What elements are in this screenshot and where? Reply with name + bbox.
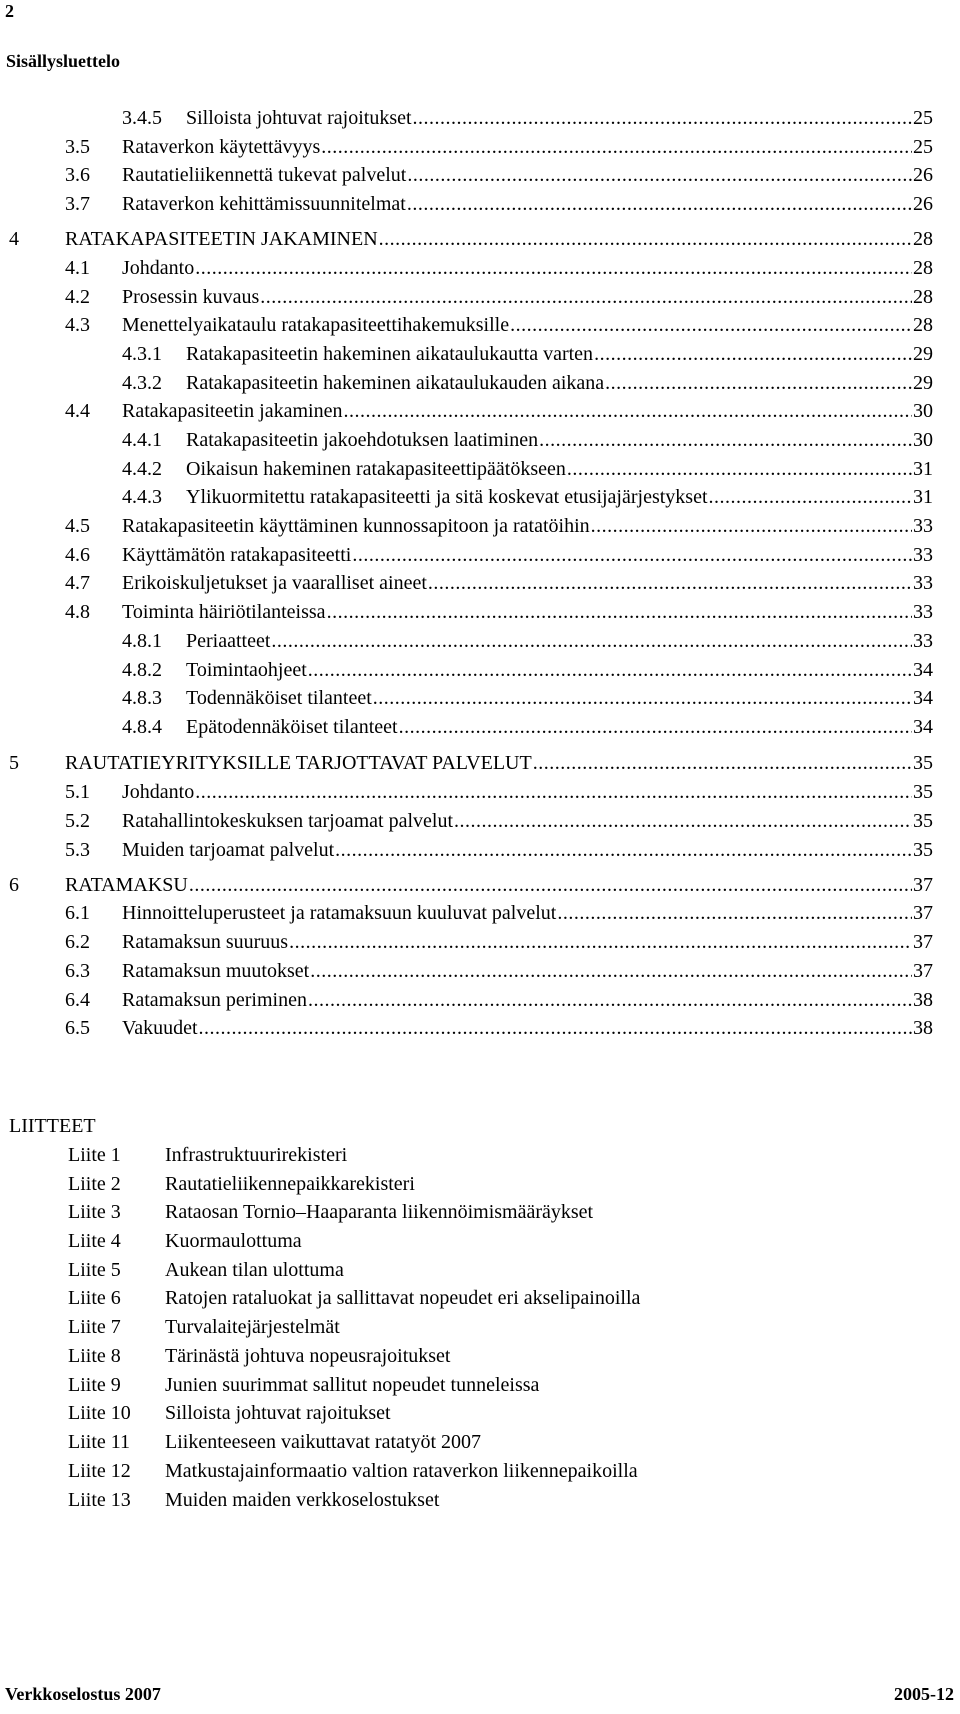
toc-label: Ratamaksun periminen [122, 989, 307, 1011]
toc-page-number: 28 [913, 286, 933, 308]
toc-entry[interactable] [0, 511, 960, 541]
toc-number: 5.1 [65, 781, 90, 803]
appendix-id: Liite 1 [68, 1144, 121, 1166]
toc-entry[interactable] [0, 253, 960, 283]
dot-leader [605, 368, 912, 398]
appendix-title: Rautatieliikennepaikkarekisteri [165, 1173, 415, 1195]
toc-number: 4.5 [65, 515, 90, 537]
toc-label: Rataverkon käytettävyys [122, 136, 321, 158]
appendix-id: Liite 2 [68, 1173, 121, 1195]
appendix-row[interactable] [0, 1197, 960, 1227]
appendix-row[interactable] [0, 1485, 960, 1515]
dot-leader [379, 224, 912, 254]
toc-label: Ratakapasiteetin hakeminen aikataulukauden aikana [186, 372, 605, 394]
toc-number: 6.1 [65, 902, 90, 924]
dot-leader [189, 870, 912, 900]
toc-label: Epätodennäköiset tilanteet [186, 716, 398, 738]
dot-leader [321, 132, 912, 162]
footer-document-title: Verkkoselostus 2007 [5, 1684, 161, 1704]
toc-page-number: 29 [913, 343, 933, 365]
toc-entry[interactable] [0, 540, 960, 570]
toc-number: 6.5 [65, 1017, 90, 1039]
dot-leader [428, 568, 912, 598]
toc-entry[interactable] [0, 835, 960, 865]
toc-label: Ratakapasiteetin jakaminen [122, 400, 343, 422]
toc-label: Ratakapasiteetin jakoehdotuksen laatiminen [186, 429, 539, 451]
toc-label: Rautatieliikennettä tukevat palvelut [122, 164, 407, 186]
appendix-row[interactable] [0, 1226, 960, 1256]
toc-entry[interactable] [0, 927, 960, 957]
toc-page-number: 28 [913, 314, 933, 336]
toc-number: 3.7 [65, 193, 90, 215]
toc-label: RATAKAPASITEETIN JAKAMINEN [65, 228, 378, 250]
appendix-id: Liite 7 [68, 1316, 121, 1338]
toc-label: Rataverkon kehittämissuunnitelmat [122, 193, 406, 215]
toc-page-number: 31 [913, 486, 933, 508]
toc-label: Ratamaksun suuruus [122, 931, 289, 953]
toc-number: 4.3 [65, 314, 90, 336]
toc-label: Toimintaohjeet [186, 659, 307, 681]
toc-number: 4.4.1 [122, 429, 162, 451]
toc-label: Ratakapasiteetin käyttäminen kunnossapitoon ja ratatöihin [122, 515, 590, 537]
toc-label: RATAMAKSU [65, 874, 188, 896]
toc-number: 3.4.5 [122, 107, 162, 129]
appendix-row[interactable] [0, 1255, 960, 1285]
dot-leader [352, 540, 912, 570]
toc-page-number: 38 [913, 1017, 933, 1039]
toc-label: RAUTATIEYRITYKSILLE TARJOTTAVAT PALVELUT [65, 752, 532, 774]
toc-page-number: 37 [913, 931, 933, 953]
toc-entry[interactable] [0, 282, 960, 312]
toc-entry[interactable] [0, 224, 960, 254]
dot-leader [533, 748, 912, 778]
appendix-row[interactable] [0, 1169, 960, 1199]
dot-leader [335, 835, 912, 865]
toc-page-number: 33 [913, 544, 933, 566]
appendix-title: Aukean tilan ulottuma [165, 1259, 344, 1281]
toc-page-number: 33 [913, 572, 933, 594]
dot-leader [308, 985, 912, 1015]
dot-leader [199, 1013, 912, 1043]
toc-number: 4.8 [65, 601, 90, 623]
toc-number: 5.3 [65, 839, 90, 861]
dot-leader [310, 956, 912, 986]
toc-number: 4.8.2 [122, 659, 162, 681]
dot-leader [289, 927, 912, 957]
toc-number: 4.3.2 [122, 372, 162, 394]
toc-page-number: 34 [913, 659, 933, 681]
appendix-row[interactable] [0, 1370, 960, 1400]
appendix-title: Infrastruktuurirekisteri [165, 1144, 348, 1166]
toc-page-number: 30 [913, 400, 933, 422]
footer-date: 2005-12 [894, 1684, 954, 1704]
toc-number: 4.2 [65, 286, 90, 308]
appendix-title: Turvalaitejärjestelmät [165, 1316, 340, 1338]
dot-leader [407, 160, 912, 190]
toc-entry[interactable] [0, 683, 960, 713]
toc-entry[interactable] [0, 310, 960, 340]
toc-number: 4.4.3 [122, 486, 162, 508]
toc-label: Johdanto [122, 781, 195, 803]
appendix-id: Liite 11 [68, 1431, 131, 1453]
toc-label: Periaatteet [186, 630, 271, 652]
toc-label: Käyttämätön ratakapasiteetti [122, 544, 352, 566]
toc-label: Muiden tarjoamat palvelut [122, 839, 335, 861]
dot-leader [591, 511, 912, 541]
toc-entry[interactable] [0, 626, 960, 656]
toc-page-number: 33 [913, 515, 933, 537]
toc-entry[interactable] [0, 985, 960, 1015]
toc-number: 4.8.4 [122, 716, 162, 738]
dot-leader [539, 425, 912, 455]
toc-number: 4.8.3 [122, 687, 162, 709]
dot-leader [271, 626, 912, 656]
toc-entry[interactable] [0, 870, 960, 900]
toc-label: Ratamaksun muutokset [122, 960, 310, 982]
dot-leader [454, 806, 912, 836]
toc-entry[interactable] [0, 368, 960, 398]
toc-entry[interactable] [0, 103, 960, 133]
toc-number: 4.6 [65, 544, 90, 566]
toc-number: 5.2 [65, 810, 90, 832]
toc-entry[interactable] [0, 806, 960, 836]
dot-leader [195, 253, 912, 283]
toc-label: Ylikuormitettu ratakapasiteetti ja sitä koskevat etusijajärjestykset [186, 486, 708, 508]
dot-leader [195, 777, 912, 807]
toc-label: Hinnoitteluperusteet ja ratamaksuun kuuluvat palvelut [122, 902, 557, 924]
toc-page-number: 38 [913, 989, 933, 1011]
toc-number: 6.2 [65, 931, 90, 953]
toc-page-number: 34 [913, 716, 933, 738]
toc-page-number: 26 [913, 164, 933, 186]
toc-number: 5 [9, 752, 19, 774]
appendices-heading: LIITTEET [9, 1115, 96, 1137]
dot-leader [327, 597, 912, 627]
toc-number: 4.1 [65, 257, 90, 279]
dot-leader [557, 898, 912, 928]
toc-page-number: 35 [913, 781, 933, 803]
appendix-id: Liite 6 [68, 1287, 121, 1309]
appendix-title: Liikenteeseen vaikuttavat ratatyöt 2007 [165, 1431, 481, 1453]
toc-entry[interactable] [0, 339, 960, 369]
dot-leader [407, 189, 912, 219]
dot-leader [567, 454, 912, 484]
appendix-id: Liite 8 [68, 1345, 121, 1367]
toc-number: 4.4.2 [122, 458, 162, 480]
dot-leader [594, 339, 912, 369]
appendix-title: Junien suurimmat sallitut nopeudet tunneleissa [165, 1374, 540, 1396]
dot-leader [308, 655, 912, 685]
toc-page-number: 37 [913, 902, 933, 924]
toc-page-number: 26 [913, 193, 933, 215]
appendix-title: Muiden maiden verkkoselostukset [165, 1489, 440, 1511]
dot-leader [373, 683, 912, 713]
toc-entry[interactable] [0, 482, 960, 512]
toc-page-number: 37 [913, 960, 933, 982]
toc-page-number: 35 [913, 839, 933, 861]
appendix-id: Liite 12 [68, 1460, 131, 1482]
toc-label: Ratakapasiteetin hakeminen aikataulukautta varten [186, 343, 594, 365]
toc-entry[interactable] [0, 655, 960, 685]
toc-entry[interactable] [0, 396, 960, 426]
appendix-id: Liite 4 [68, 1230, 121, 1252]
toc-entry[interactable] [0, 568, 960, 598]
toc-page-number: 28 [913, 228, 933, 250]
toc-page-number: 29 [913, 372, 933, 394]
appendix-row[interactable] [0, 1427, 960, 1457]
page-number: 2 [5, 1, 14, 21]
toc-label: Vakuudet [122, 1017, 198, 1039]
toc-page-number: 37 [913, 874, 933, 896]
toc-label: Toiminta häiriötilanteissa [122, 601, 326, 623]
appendix-row[interactable] [0, 1398, 960, 1428]
toc-label: Johdanto [122, 257, 195, 279]
toc-number: 3.6 [65, 164, 90, 186]
toc-entry[interactable] [0, 425, 960, 455]
appendix-row[interactable] [0, 1312, 960, 1342]
dot-leader [260, 282, 912, 312]
dot-leader [399, 712, 912, 742]
appendix-id: Liite 9 [68, 1374, 121, 1396]
toc-entry[interactable] [0, 160, 960, 190]
toc-page-number: 33 [913, 630, 933, 652]
toc-entry[interactable] [0, 712, 960, 742]
toc-page-number: 34 [913, 687, 933, 709]
toc-entry[interactable] [0, 597, 960, 627]
toc-page-number: 31 [913, 458, 933, 480]
dot-leader [709, 482, 912, 512]
toc-entry[interactable] [0, 748, 960, 778]
toc-number: 4.8.1 [122, 630, 162, 652]
dot-leader [510, 310, 912, 340]
appendix-id: Liite 5 [68, 1259, 121, 1281]
appendix-id: Liite 13 [68, 1489, 131, 1511]
appendix-title: Matkustajainformaatio valtion rataverkon liikennepaikoilla [165, 1460, 638, 1482]
toc-page-number: 25 [913, 107, 933, 129]
toc-entry[interactable] [0, 1013, 960, 1043]
appendix-title: Rataosan Tornio–Haaparanta liikennöimismääräykset [165, 1201, 594, 1223]
toc-entry[interactable] [0, 898, 960, 928]
appendix-id: Liite 3 [68, 1201, 121, 1223]
toc-number: 4.7 [65, 572, 90, 594]
toc-entry[interactable] [0, 454, 960, 484]
toc-label: Prosessin kuvaus [122, 286, 260, 308]
toc-label: Todennäköiset tilanteet [186, 687, 372, 709]
dot-leader [413, 103, 912, 133]
page-title: Sisällysluettelo [6, 51, 121, 71]
toc-number: 6.4 [65, 989, 90, 1011]
toc-page-number: 30 [913, 429, 933, 451]
appendix-row[interactable] [0, 1341, 960, 1371]
appendix-title: Kuormaulottuma [165, 1230, 302, 1252]
toc-number: 3.5 [65, 136, 90, 158]
toc-label: Menettelyaikataulu ratakapasiteettihakemuksille [122, 314, 510, 336]
appendix-title: Silloista johtuvat rajoitukset [165, 1402, 391, 1424]
toc-number: 4 [9, 228, 19, 250]
toc-page-number: 35 [913, 810, 933, 832]
appendix-row[interactable] [0, 1140, 960, 1170]
toc-page-number: 28 [913, 257, 933, 279]
toc-page-number: 33 [913, 601, 933, 623]
toc-label: Oikaisun hakeminen ratakapasiteettipäätökseen [186, 458, 566, 480]
toc-number: 6 [9, 874, 19, 896]
appendix-row[interactable] [0, 1456, 960, 1486]
toc-entry[interactable] [0, 956, 960, 986]
toc-label: Silloista johtuvat rajoitukset [186, 107, 412, 129]
appendix-title: Ratojen rataluokat ja sallittavat nopeudet eri akselipainoilla [165, 1287, 641, 1309]
toc-label: Ratahallintokeskuksen tarjoamat palvelut [122, 810, 454, 832]
appendix-row[interactable] [0, 1283, 960, 1313]
toc-entry[interactable] [0, 132, 960, 162]
dot-leader [343, 396, 912, 426]
appendix-title: Tärinästä johtuva nopeusrajoitukset [165, 1345, 451, 1367]
toc-number: 4.3.1 [122, 343, 162, 365]
toc-label: Erikoiskuljetukset ja vaaralliset aineet [122, 572, 427, 594]
toc-page-number: 35 [913, 752, 933, 774]
toc-entry[interactable] [0, 777, 960, 807]
toc-entry[interactable] [0, 189, 960, 219]
appendix-id: Liite 10 [68, 1402, 131, 1424]
toc-number: 6.3 [65, 960, 90, 982]
toc-page-number: 25 [913, 136, 933, 158]
toc-number: 4.4 [65, 400, 90, 422]
